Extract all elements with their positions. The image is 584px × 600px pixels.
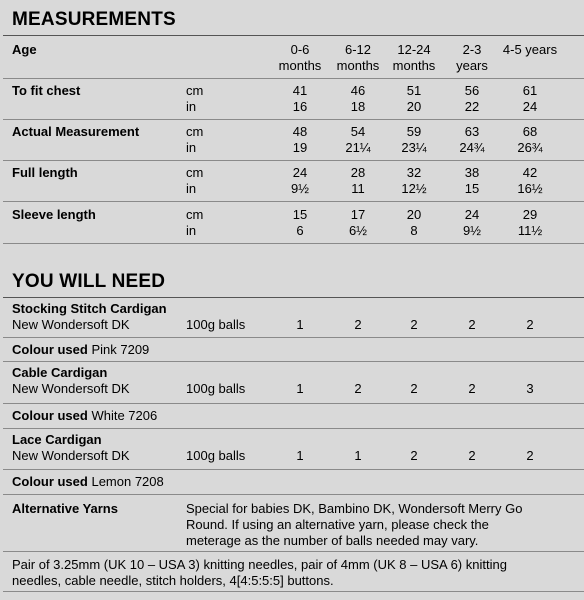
measurement-value: 16 xyxy=(292,99,308,114)
divider xyxy=(3,243,584,244)
measurement-label: Full length xyxy=(12,165,78,180)
ball-count: 1 xyxy=(354,448,362,463)
measurement-value: 20 xyxy=(406,207,422,222)
cardigan-name: Cable Cardigan xyxy=(12,365,108,380)
yarn-unit: 100g balls xyxy=(186,317,246,332)
measurement-value: 61 xyxy=(522,83,538,98)
measurement-value: 41 xyxy=(292,83,308,98)
colour-value: White 7206 xyxy=(91,408,158,423)
yarn-unit: 100g balls xyxy=(186,381,246,396)
ball-count: 2 xyxy=(410,448,418,463)
measurement-value: 11½ xyxy=(517,223,543,238)
divider xyxy=(3,297,584,298)
ball-count: 2 xyxy=(354,317,362,332)
size-header: 2-3 years xyxy=(456,42,488,73)
measurement-value: 46 xyxy=(350,83,366,98)
measurement-value: 38 xyxy=(464,165,480,180)
unit-label: cm xyxy=(186,165,204,180)
measurement-value: 48 xyxy=(292,124,308,139)
divider xyxy=(3,201,584,202)
measurement-value: 15 xyxy=(292,207,308,222)
measurement-value: 9½ xyxy=(462,223,482,238)
size-header: 6-12 months xyxy=(336,42,380,73)
measurement-value: 63 xyxy=(464,124,480,139)
ball-count: 2 xyxy=(468,317,476,332)
measurement-value: 6 xyxy=(296,223,304,238)
unit-label: cm xyxy=(186,83,204,98)
yarn-name: New Wondersoft DK xyxy=(12,448,130,463)
ball-count: 2 xyxy=(410,381,418,396)
measurement-value: 68 xyxy=(522,124,538,139)
unit-label: in xyxy=(186,223,197,238)
divider xyxy=(3,591,584,592)
measurement-value: 9½ xyxy=(290,181,310,196)
measurement-value: 21¼ xyxy=(345,140,371,155)
cardigan-name: Lace Cardigan xyxy=(12,432,102,447)
measurements-heading: MEASUREMENTS xyxy=(12,9,176,30)
measurement-value: 24 xyxy=(464,207,480,222)
measurement-value: 17 xyxy=(350,207,366,222)
ball-count: 2 xyxy=(468,448,476,463)
measurement-value: 15 xyxy=(464,181,480,196)
measurement-value: 29 xyxy=(522,207,538,222)
measurement-value: 24¾ xyxy=(459,140,485,155)
yarn-name: New Wondersoft DK xyxy=(12,317,130,332)
alternative-yarns-label: Alternative Yarns xyxy=(12,501,118,516)
ball-count: 2 xyxy=(468,381,476,396)
divider xyxy=(3,361,584,362)
cardigan-name: Stocking Stitch Cardigan xyxy=(12,301,167,316)
divider xyxy=(3,78,584,79)
ball-count: 3 xyxy=(526,381,534,396)
measurement-value: 24 xyxy=(292,165,308,180)
size-header: 12-24 months xyxy=(392,42,436,73)
divider xyxy=(3,160,584,161)
measurement-value: 26¾ xyxy=(517,140,543,155)
colour-value: Lemon 7208 xyxy=(91,474,164,489)
colour-used xyxy=(12,342,149,358)
ball-count: 2 xyxy=(526,317,534,332)
colour-used-label: Colour used xyxy=(12,474,88,489)
ball-count: 2 xyxy=(526,448,534,463)
measurement-value: 16½ xyxy=(517,181,543,196)
measurement-value: 51 xyxy=(406,83,422,98)
yarn-name: New Wondersoft DK xyxy=(12,381,130,396)
you-will-need-heading: YOU WILL NEED xyxy=(12,271,166,292)
yarn-unit: 100g balls xyxy=(186,448,246,463)
measurement-value: 19 xyxy=(292,140,308,155)
divider xyxy=(3,403,584,404)
notions-text: Pair of 3.25mm (UK 10 – USA 3) knitting needles, pair of 4mm (UK 8 – USA 6) knitting needles, cable needle, stitch holders, 4[4:5:5:5] buttons. xyxy=(12,557,507,588)
measurement-value: 18 xyxy=(350,99,366,114)
ball-count: 1 xyxy=(296,317,304,332)
measurement-label: Actual Measurement xyxy=(12,124,140,139)
colour-used xyxy=(12,474,164,490)
unit-label: in xyxy=(186,99,197,114)
size-header: 0-6 months xyxy=(278,42,322,73)
measurement-value: 22 xyxy=(464,99,480,114)
unit-label: cm xyxy=(186,207,204,222)
colour-used-label: Colour used xyxy=(12,342,88,357)
divider xyxy=(3,551,584,552)
measurement-value: 32 xyxy=(406,165,422,180)
divider xyxy=(3,428,584,429)
measurement-value: 28 xyxy=(350,165,366,180)
measurement-label: To fit chest xyxy=(12,83,81,98)
size-header: 4-5 years xyxy=(502,42,558,57)
measurement-value: 6½ xyxy=(348,223,368,238)
alternative-yarns-text: Special for babies DK, Bambino DK, Wondersoft Merry Go Round. If using an alternative yarn, please check the meterage as the number of balls needed may vary. xyxy=(186,501,523,548)
divider xyxy=(3,35,584,36)
unit-label: in xyxy=(186,140,197,155)
colour-used xyxy=(12,408,157,424)
measurement-value: 56 xyxy=(464,83,480,98)
measurement-value: 12½ xyxy=(401,181,427,196)
ball-count: 2 xyxy=(354,381,362,396)
measurement-value: 59 xyxy=(406,124,422,139)
colour-value: Pink 7209 xyxy=(91,342,150,357)
measurement-value: 11 xyxy=(351,181,365,196)
divider xyxy=(3,494,584,495)
measurement-label: Sleeve length xyxy=(12,207,96,222)
measurement-value: 23¼ xyxy=(401,140,427,155)
ball-count: 2 xyxy=(410,317,418,332)
measurement-value: 8 xyxy=(410,223,418,238)
divider xyxy=(3,337,584,338)
unit-label: in xyxy=(186,181,197,196)
age-label: Age xyxy=(12,42,37,57)
measurement-value: 42 xyxy=(522,165,538,180)
measurement-value: 24 xyxy=(522,99,538,114)
colour-used-label: Colour used xyxy=(12,408,88,423)
unit-label: cm xyxy=(186,124,204,139)
ball-count: 1 xyxy=(296,381,304,396)
divider xyxy=(3,119,584,120)
measurement-value: 20 xyxy=(406,99,422,114)
divider xyxy=(3,469,584,470)
measurement-value: 54 xyxy=(350,124,366,139)
ball-count: 1 xyxy=(296,448,304,463)
